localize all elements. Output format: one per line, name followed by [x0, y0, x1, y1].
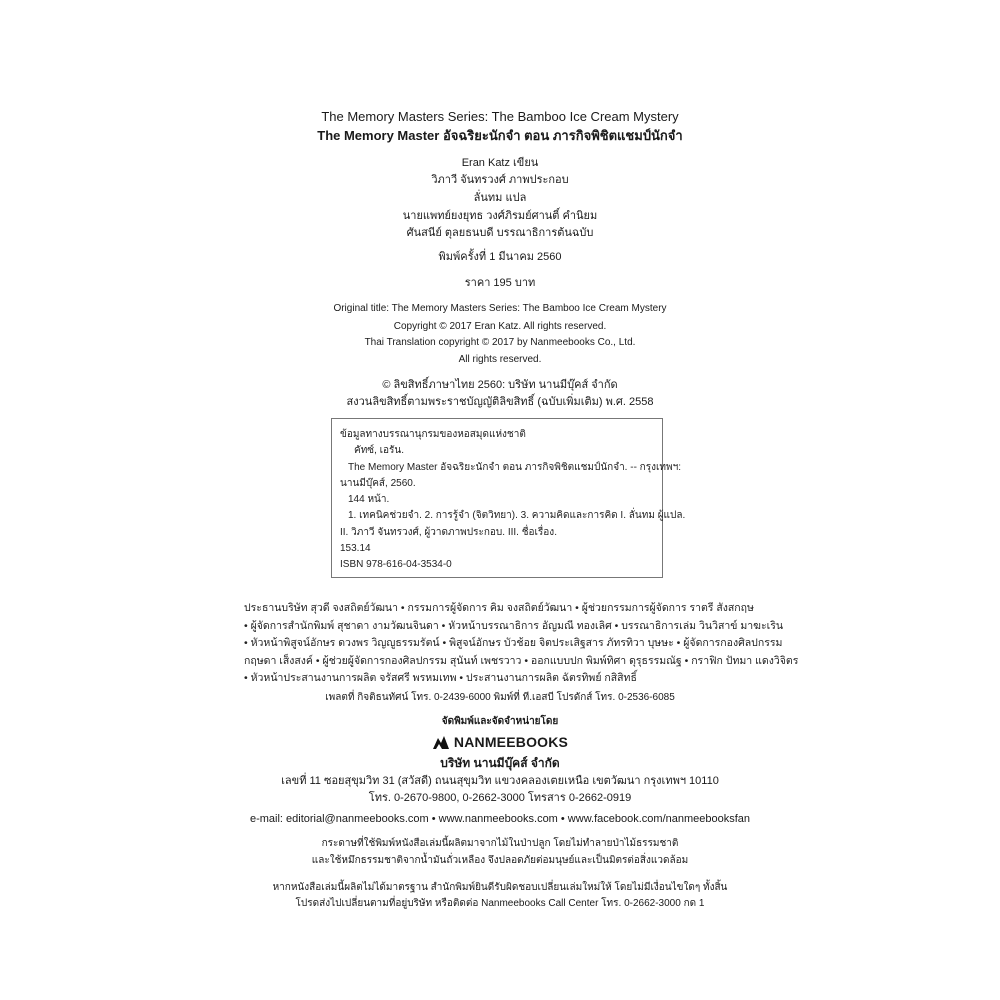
publisher-contacts: e-mail: editorial@nanmeebooks.com • www.nanmeebooks.com • www.facebook.com/nanmeebooksfan [249, 813, 751, 825]
publisher-name: บริษัท นานมีบุ๊คส์ จำกัด [440, 756, 560, 770]
publisher-phone: โทร. 0-2670-9800, 0-2662-3000 โทรสาร 0-2662-0919 [368, 792, 632, 804]
staff-line: กฤษดา เส็งสงค์ • ผู้ช่วยผู้จัดการกองศิลปกรรม สุนันท์ เพชรวาว • ออกแบบปก พิมพ์ทิศา ดุรุธรรมณัฐ • กราฟิก ปัทมา แดงวิจิตร [244, 654, 799, 667]
cip-classification: 153.14 [340, 543, 371, 555]
paper-note-line: และใช้หมึกธรรมชาติจากน้ำมันถั่วเหลือง จึงปลอดภัยต่อมนุษย์และเป็นมิตรต่อสิ่งแวดล้อม [311, 855, 689, 866]
cip-isbn: ISBN 978-616-04-3534-0 [340, 559, 452, 571]
staff-line: • หัวหน้าประสานงานการผลิต จรัสศรี พรหมเทพ • ประสานงานการผลิต ฉัตรทิพย์ กสิสิทธิ์ [244, 672, 637, 684]
logo-text: NANMEEBOOKS [453, 734, 569, 750]
defect-note-line: โปรดส่งไปเปลี่ยนตามที่อยู่บริษัท หรือติดต่อ Nanmeebooks Call Center โทร. 0-2662-3000 กด 1 [295, 898, 705, 909]
cip-data-box [331, 418, 686, 578]
edition-info: พิมพ์ครั้งที่ 1 มีนาคม 2560 [438, 251, 562, 263]
credit-illustrator: วิภาวี จันทรวงศ์ ภาพประกอบ [431, 174, 569, 186]
cip-subjects-line-1: 1. เทคนิคช่วยจำ. 2. การรู้จำ (จิตวิทยา). 3. ความคิดและการคิด I. ลั่นทม ผู้แปล. [348, 510, 686, 522]
credit-translator: ลั่นทม แปล [473, 192, 527, 204]
thai-copyright: © ลิขสิทธิ์ภาษาไทย 2560: บริษัท นานมีบุ๊คส์ จำกัด [382, 379, 618, 391]
cip-heading: ข้อมูลทางบรรณานุกรมของหอสมุดแห่งชาติ [340, 429, 526, 440]
publisher-logo [0, 734, 1000, 750]
original-title: Original title: The Memory Masters Series: The Bamboo Ice Cream Mystery [333, 303, 667, 314]
printing-info: เพลตที่ กิจติธนทัศน์ โทร. 0-2439-6000 พิมพ์ที่ ที.เอสบี โปรดักส์ โทร. 0-2536-6085 [325, 692, 675, 703]
nanmeebooks-logo-icon [432, 734, 450, 750]
staff-credits [244, 600, 799, 688]
staff-line: ประธานบริษัท สุวดี จงสถิตย์วัฒนา • กรรมการผู้จัดการ คิม จงสถิตย์วัฒนา • ผู้ช่วยกรรมการผู้จัดการ ราตรี สังสกฤษ [244, 602, 754, 614]
cip-pages: 144 หน้า. [348, 494, 390, 506]
cip-title-line-2: นานมีบุ๊คส์, 2560. [340, 477, 416, 489]
copyright-line: Copyright © 2017 Eran Katz. All rights reserved. [393, 321, 607, 332]
credit-author: Eran Katz เขียน [461, 157, 539, 169]
staff-line: • ผู้จัดการสำนักพิมพ์ สุชาดา งามวัฒนจินดา • หัวหน้าบรรณาธิการ อัญมณี ทองเลิศ • บรรณาธิการเล่ม วินวิสาข์ มาฆะเริน [244, 619, 784, 632]
cip-title-line-1: The Memory Master อัจฉริยะนักจำ ตอน ภารกิจพิชิตแชมป์นักจำ. -- กรุงเทพฯ: [348, 461, 681, 473]
series-title-en: The Memory Masters Series: The Bamboo Ice Cream Mystery [321, 109, 679, 124]
paper-note-line: กระดาษที่ใช้พิมพ์หนังสือเล่มนี้ผลิตมาจากไม้ในป่าปลูก โดยไม่ทำลายป่าไม้ธรรมชาติ [321, 838, 679, 849]
publisher-address: เลขที่ 11 ซอยสุขุมวิท 31 (สวัสดี) ถนนสุขุมวิท แขวงคลองเตยเหนือ เขตวัฒนา กรุงเทพฯ 10110 [281, 775, 719, 787]
translation-copyright: Thai Translation copyright © 2017 by Nanmeebooks Co., Ltd. [364, 337, 636, 348]
staff-line: • หัวหน้าพิสูจน์อักษร ดวงพร วิญญูธรรมรัตน์ • พิสูจน์อักษร บัวช้อย จิตประเสิฐสาร ภัทรทิวา บุษษะ • ผู้จัดการกองศิลปกรรม [244, 637, 783, 649]
cip-author: คัทซ์, เอรัน. [354, 445, 405, 457]
credit-editor: ศันสนีย์ ตุลยธนบดี บรรณาธิการต้นฉบับ [406, 227, 594, 239]
series-title-th: The Memory Master อัจฉริยะนักจำ ตอน ภารกิจพิชิตแชมป์นักจำ [317, 128, 683, 143]
distributed-by: จัดพิมพ์และจัดจำหน่ายโดย [441, 716, 559, 727]
defect-note-line: หากหนังสือเล่มนี้ผลิตไม่ได้มาตรฐาน สำนักพิมพ์ยินดีรับผิดชอบเปลี่ยนเล่มใหม่ให้ โดยไม่มีเงื่อนไขใดๆ ทั้งสิ้น [272, 882, 728, 893]
price: ราคา 195 บาท [464, 277, 536, 289]
credit-foreword: นายแพทย์ยงยุทธ วงศ์ภิรมย์ศานติ์ คำนิยม [402, 210, 598, 222]
rights-reserved: All rights reserved. [458, 354, 542, 365]
thai-copyright-act: สงวนลิขสิทธิ์ตามพระราชบัญญัติลิขสิทธิ์ (ฉบับเพิ่มเติม) พ.ศ. 2558 [346, 396, 654, 408]
cip-subjects-line-2: II. วิภาวี จันทรวงศ์, ผู้วาดภาพประกอบ. III. ชื่อเรื่อง. [340, 526, 557, 538]
